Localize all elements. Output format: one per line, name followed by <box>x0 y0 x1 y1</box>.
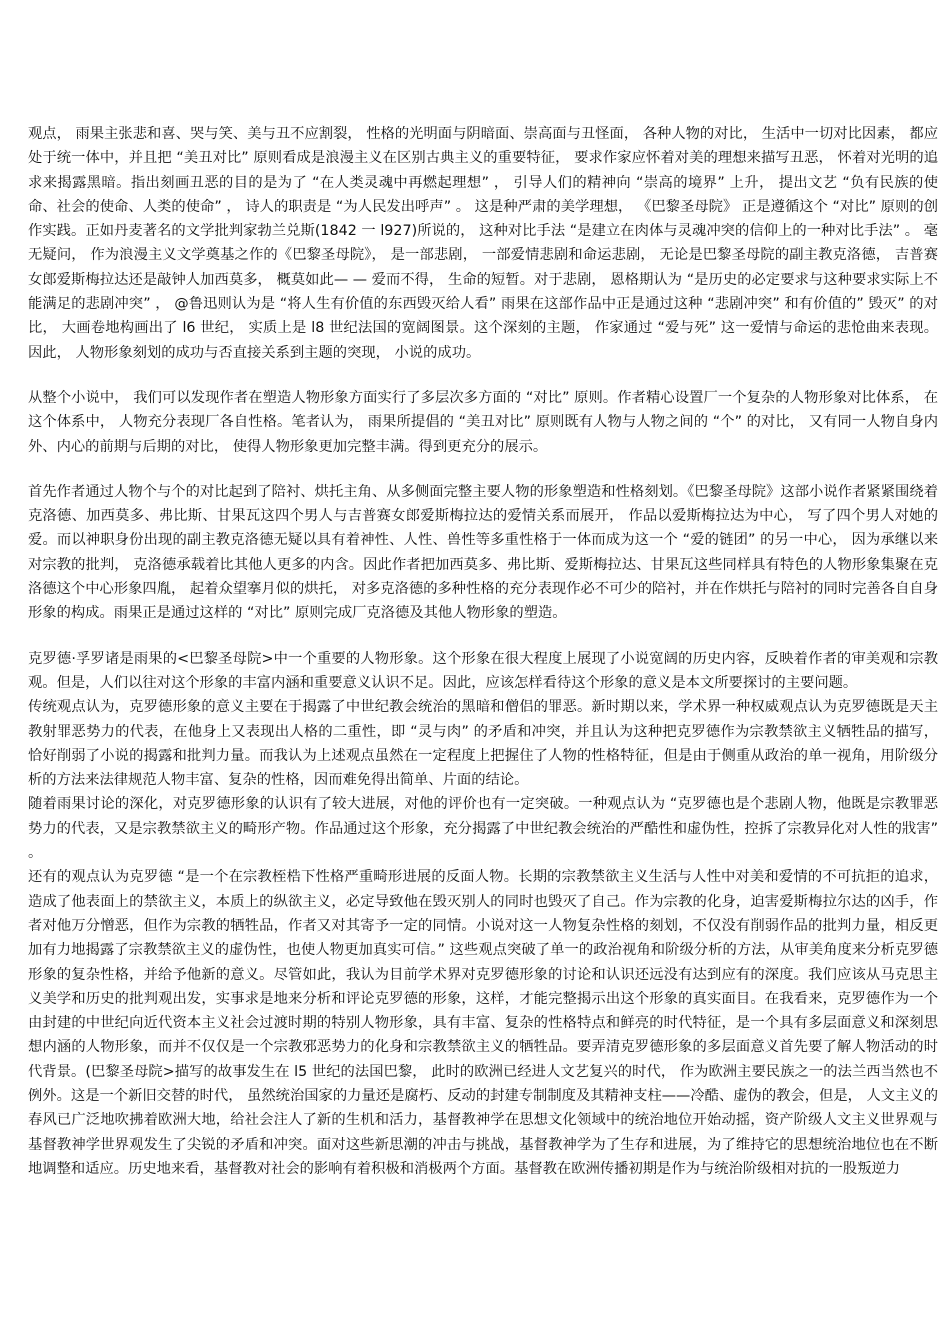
paragraph-gap <box>28 459 938 480</box>
paragraph-gap <box>28 626 938 647</box>
paragraph-character-contrast: 首先作者通过人物个与个的对比起到了陪衬、烘托主角、从多侧面完整主要人物的形象塑造和性格刻划。《巴黎圣母院》这部小说作者紧紧围绕着克洛德、加西莫多、弗比斯、甘果瓦这四个男人与吉普赛女郎爱斯梅拉达的爱情关系而展开， 作品以爱斯梅拉达为中心， 写了四个男人对她的爱。而以神职身份出现的副主教克洛德无疑以具有着神性、人性、兽性等多重性格于一体而成为这一个 “爱的链团” 的另一中心， 因为承继以来对宗教的批判， 克洛德承载着比其他人更多的内含。因此作者把加西莫多、弗比斯、爱斯梅拉达、甘果瓦这些同样具有特色的人物形象集聚在克洛德这个中心形象四胤， 起着众望搴月似的烘托， 对多克洛德的多种性格的充分表现作必不可少的陪衬，并在作烘托与陪衬的同时完善各自自身形象的构成。雨果正是通过这样的 “对比” 原则完成厂克洛德及其他人物形象的塑造。 <box>28 483 938 622</box>
paragraph-multi-level-contrast: 从整个小说中， 我们可以发现作者在塑造人物形象方面实行了多层次多方面的 “对比” 原则。作者精心设置厂一个复杂的人物形象对比体系， 在这个体系中， 人物充分表现厂各自性格。笔者认为， 雨果所提倡的 “美丑对比” 原则既有人物与人物之间的 “个” 的对比， 又有同一人物自身内外、内心的前期与后期的对比， 使得人物形象更加完整丰满。得到更充分的展示。 <box>28 389 938 455</box>
paragraph-traditional-view: 传统观点认为，克罗德形象的意义主要在于揭露了中世纪教会统治的黑暗和僧侣的罪恶。新时期以来，学术界一种权威观点认为克罗德既是天主教射罪恶势力的代表，在他身上又表现出人格的二重性，即 “灵与肉” 的矛盾和冲突，并且认为这种把克罗德作为宗教禁欲主义牺牲品的描写，恰好削弱了小说的揭露和批判力量。而我认为上述观点虽然在一定程度上把握住了人物的性格特征，但是由于侧重从政治的单一视角，用阶级分析的方法来法律规范人物丰富、复杂的性格，因而难免得出简单、片面的结论。 <box>28 699 938 789</box>
paragraph-deepened-discussion: 随着雨果讨论的深化，对克罗德形象的认识有了较大进展，对他的评价也有一定突破。一种观点认为 “克罗德也是个悲剧人物，他既是宗教罪恶势力的代表，又是宗教禁欲主义的畸形产物。作品通过这个形象，充分揭露了中世纪教会统治的严酷性和虚伪性，控拆了宗教异化对人性的戕害” 。 <box>28 796 938 862</box>
paragraph-contrast-principle: 观点， 雨果主张悲和喜、哭与笑、美与丑不应割裂， 性格的光明面与阴暗面、崇高面与丑怪面， 各种人物的对比， 生活中一切对比因素， 都应处于统一体中，并且把 “美丑对比” 原则看成是浪漫主义在区别古典主义的重要特征， 要求作家应怀着对美的理想来描写丑恶， 怀着对光明的追求来揭露黑暗。指出刻画丑恶的目的是为了 “在人类灵魂中再燃起理想” ， 引导人们的精神向 “崇高的境界” 上升， 提出文艺 “负有民族的使命、社会的使命、人类的使命” ， 诗人的职责是 “为人民发出呼声” 。 这是种严肃的美学理想， 《巴黎圣母院》 正是遵循这个 “对比” 原则的创作实践。正如丹麦著名的文学批判家勃兰兑斯(1842 一 l927)所说的， 这种对比手法 “是建立在肉体与灵魂冲突的信仰上的一种对比手法” 。 毫无疑问， 作为浪漫主义文学奠基之作的《巴黎圣母院》， 是一部悲剧， 一部爱情悲剧和命运悲剧， 无论是巴黎圣母院的副主教克洛德， 吉普赛女郎爱斯梅拉达还是敲钟人加西莫多， 概莫如此— — 爱而不得， 生命的短暂。对于悲剧， 恩格期认为 “是历史的必定要求与这种要求实际上不能满足的悲剧冲突” ， @鲁迅则认为是 “将人生有价值的东西毁灭给人看” 雨果在这部作品中正是通过这种 “悲剧冲突” 和有价值的” 毁灭” 的对比， 大画卷地构画出了 l6 世纪， 实质上是 l8 世纪法国的宽阔图景。这个深刻的主题， 作家通过 “爱与死” 这一爱情与命运的悲怆曲来表现。因此， 人物形象刻划的成功与否直接关系到主题的突现， 小说的成功。 <box>28 126 938 361</box>
paragraph-gap <box>28 365 938 386</box>
paragraph-other-views: 还有的观点认为克罗德 “是一个在宗教桎梏下性格严重畸形进展的反面人物。长期的宗教禁欲主义生活与人性中对美和爱情的不可抗拒的追求，造成了他表面上的禁欲主义，本质上的纵欲主义，必定导致他在毁灭别人的同时也毁灭了自己。作为宗教的化身，迫害爱斯梅拉尔达的凶手，作者对他万分憎恶，但作为宗教的牺牲品，作者又对其寄予一定的同情。小说对这一人物复杂性格的刻划，不仅没有削弱作品的批判力量，相反更加有力地揭露了宗教禁欲主义的虚伪性，也使人物更加真实可信。” 这些观点突破了单一的政治视角和阶级分析的方法，从审美角度来分析克罗德形象的复杂性格，并给予他新的意义。尽管如此，我认为目前学术界对克罗德形象的讨论和认识还远没有达到应有的深度。我们应该从马克思主义美学和历史的批判观出发，实事求是地来分析和评论克罗德的形象，这样，才能完整揭示出这个形象的真实面目。在我看来，克罗德作为一个由封建的中世纪向近代资本主义社会过渡时期的特别人物形象，具有丰富、复杂的性格特点和鲜亮的时代特征，是一个具有多层面意义和深刻思想内涵的人物形象，而并不仅仅是一个宗教邪恶势力的化身和宗教禁欲主义的牺牲品。要弄清克罗德形象的多层面意义首先要了解人物活动的时代背景。(巴黎圣母院>描写的故事发生在 l5 世纪的法国巴黎， 此时的欧洲已经进人文艺复兴的时代， 作为欧洲主要民族之一的法兰西当然也不例外。这是一个新旧交替的时代， 虽然统治国家的力量还是腐朽、反动的封建专制制度及其精神支柱——冷酷、虚伪的教会，但是， 人文主义的春风已广泛地吹拂着欧洲大地，给社会注人了新的生机和活力，基督教神学在思想文化领域中的统治地位开始动摇，资产阶级人文主义世界观与基督教神学世界观发生了尖锐的矛盾和冲突。面对这些新思潮的冲击与挑战，基督教神学为了生存和进展，为了维持它的思想统治地位也在不断地调整和适应。历史地来看，基督教对社会的影响有着积极和消极两个方面。基督教在欧洲传播初期是作为与统治阶级相对抗的一股叛逆力 <box>28 869 938 1177</box>
paragraph-claude-frollo-intro: 克罗德·孚罗诸是雨果的<巴黎圣母院>中一个重要的人物形象。这个形象在很大程度上展现了小说宽阔的历史内容，反映着作者的审美观和宗教观。但是，人们以往对这个形象的丰富内涵和重要意义认识不足。因此，应该怎样看待这个形象的意义是本文所要探讨的主要问题。 <box>28 650 938 691</box>
